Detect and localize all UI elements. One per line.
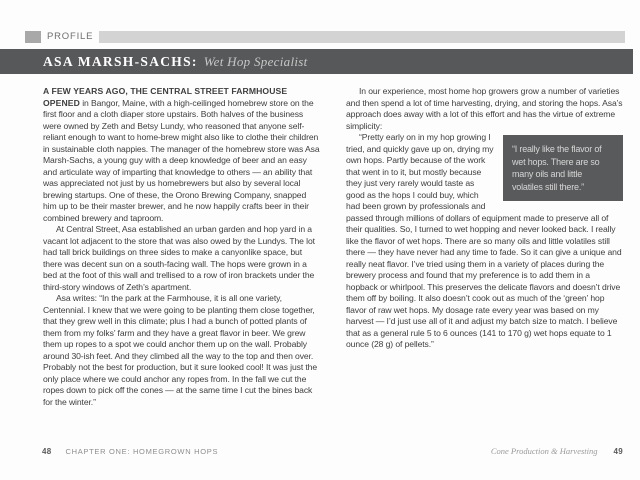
profile-title: ASA MARSH-SACHS: (43, 53, 198, 69)
section-label: Cone Production & Harvesting (490, 446, 598, 456)
kicker-rule (99, 31, 625, 43)
footer-left (25, 447, 218, 456)
profile-subtitle: Wet Hop Specialist (203, 53, 308, 69)
left-paragraph-3: Asa writes: “In the park at the Farmhouse, it is all one variety, Centennial. I knew that we were going to be planting them close together, that they grew well in this climate; plus I had a bunch of potted plants of them from my folks’ farm and they have a great flavor in beer. We grew them up ropes to a spot we could anchor them up on the wall. Probably around 30-ish feet. And they climbed all the way to the top and then over. Probably not the best for production, but it sure looked cool! It was just the only place where we could anchor any ropes from. In the fall we cut the ropes down to pick off the cones — at the same time I cut the bines back for the winter.” (43, 293, 318, 407)
profile-kicker-bar (25, 31, 625, 43)
left-page-column (43, 86, 320, 408)
right-paragraph-1: In our experience, most home hop growers grow a number of varieties and then spend a lot of time harvesting, drying, and storing the hops. Asa’s approach does away with a lot of this effort and has the virtue of extreme simplicity: (346, 86, 623, 131)
chapter-label: CHAPTER ONE: HOMEGROWN HOPS (65, 447, 219, 456)
left-page-number: 48 (42, 447, 52, 456)
footer-right (491, 446, 623, 456)
paragraph-lead-in: A FEW YEARS AGO, THE CENTRAL STREET FARMHOUSE OPENED (43, 86, 288, 108)
pull-quote: “I really like the flavor of wet hops. There are so many oils and little volatiles still there.” (503, 135, 623, 201)
page-footer (25, 446, 623, 456)
kicker-label: PROFILE (41, 31, 99, 43)
kicker-accent-block (25, 31, 41, 43)
right-page-column (346, 86, 623, 408)
paragraph-1-body: in Bangor, Maine, with a high-ceilinged homebrew store on the first floor and a cloth diaper store upstairs. Both halves of the business were owned by Zeth and Betsy Lundy, who reasoned that anyone self-reliant enough to want to home-brew might also like to clothe their children in sustainable cloth nappies. The manager of the homebrew store was Asa Marsh-Sachs, a young guy with a deep knowledge of beer and an easy and articulate way of imparting that knowledge to others — an ability that was appreciated not just by us homebrewers but also by several local brewing startups. One of these, the Orono Brewing Company, snapped him up to be their master brewer, and he now happily crafts beer in their combined brewery and taproom. (43, 97, 320, 223)
right-paragraph-2: “Pretty early on in my hop growing I tried, and quickly gave up on, drying my own hops. Partly because of the work that went in to it, but mostly because they just very rarely would taste as good as the hops I could buy, which had been grown by professionals and passed through millions of dollars of equipment made to preserve all of their qualities. So, I turned to wet hopping and never looked back. I really like the flavor of wet hops. There are so many oils and little volatiles still there — they have never had any time to fade. So it can give a unique and really neat flavor. I’ve tried using them in a variety of places during the brewery process and found that my preference is to add them in a hopback or whirlpool. This preserves the delicate flavors and doesn’t drive them off by boiling. It also doesn’t cook out as much of the ‘green’ hop flavor of raw wet hops. My dosage rate every year was based on my harvest — I’d just use all of it and adjust my batch size to match. I believe that as a general rule 5 to 6 ounces (141 to 170 g) wet hops equate to 1 ounce (28 g) of pellets.” (346, 132, 622, 349)
left-paragraph-2: At Central Street, Asa established an urban garden and hop yard in a vacant lot adjacent to the store that was also owed by the Lundys. The lot had tall brick buildings on three sides to make a canyonlike space, but there was decent sun on a south-facing wall. The hops were grown in a bed at the foot of this wall and trellised to a row of iron brackets under the third-story windows of Zeth’s apartment. (43, 224, 315, 292)
left-paragraph-1 (43, 86, 320, 224)
right-page-number: 49 (613, 447, 623, 456)
section-title-bar (0, 49, 633, 74)
page-columns (43, 86, 623, 408)
